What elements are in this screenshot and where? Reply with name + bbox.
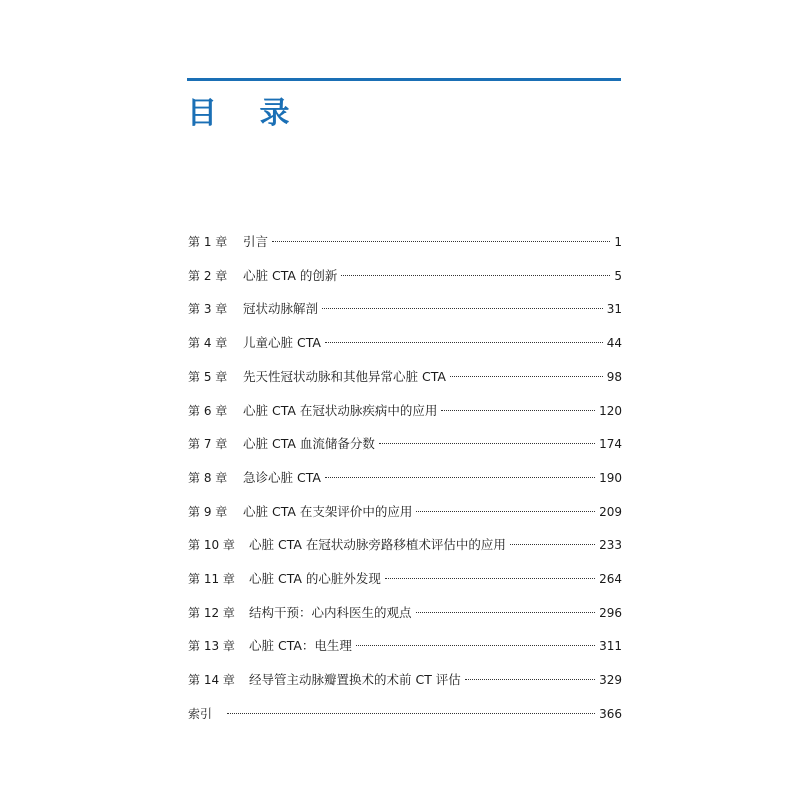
toc-page-number: 31	[606, 302, 622, 317]
toc-chapter-title: 心脏 CTA 在冠状动脉旁路移植术评估中的应用	[249, 537, 506, 553]
toc-chapter-title: 冠状动脉解剖	[243, 301, 319, 317]
toc-page-number: 264	[599, 572, 622, 586]
toc-dot-leader	[325, 477, 595, 478]
toc-entry[interactable]	[188, 569, 622, 589]
page-title: 目 录	[187, 96, 306, 131]
toc-chapter-number: 第 7 章	[188, 437, 228, 452]
toc-chapter-title: 儿童心脏 CTA	[243, 335, 321, 351]
toc-entry[interactable]	[188, 704, 622, 724]
toc-dot-leader	[510, 544, 595, 545]
toc-entry[interactable]	[188, 670, 622, 690]
toc-dot-leader	[416, 511, 595, 512]
toc-chapter-title: 经导管主动脉瓣置换术的术前 CT 评估	[249, 672, 461, 688]
toc-page-number: 120	[599, 403, 622, 418]
toc-dot-leader	[450, 376, 603, 377]
toc-chapter-number: 索引	[188, 706, 213, 721]
toc-dot-leader	[322, 308, 603, 309]
toc-page-number: 366	[599, 706, 622, 721]
toc-chapter-number: 第 14 章	[188, 673, 235, 688]
toc-entry[interactable]	[188, 333, 622, 353]
toc-chapter-number: 第 11 章	[188, 572, 235, 586]
toc-entry[interactable]	[188, 299, 622, 319]
toc-page-number: 1	[614, 235, 622, 249]
toc-entry[interactable]	[188, 502, 622, 522]
toc-chapter-title: 心脏 CTA：电生理	[249, 638, 352, 654]
toc-entry[interactable]	[188, 266, 622, 286]
toc-entry[interactable]	[188, 603, 622, 623]
toc-chapter-title: 心脏 CTA 的创新	[243, 267, 338, 283]
toc-dot-leader	[441, 410, 595, 411]
toc-dot-leader	[465, 679, 595, 680]
toc-page-number: 190	[599, 470, 622, 485]
toc-page-number: 311	[599, 639, 622, 654]
toc-chapter-title: 心脏 CTA 在支架评价中的应用	[243, 503, 413, 519]
toc-chapter-number: 第 10 章	[188, 538, 235, 553]
toc-page-number: 296	[599, 605, 622, 620]
toc-chapter-number: 第 13 章	[188, 639, 235, 654]
toc-chapter-number: 第 5 章	[188, 369, 228, 384]
toc-entry[interactable]	[188, 401, 622, 421]
toc-page-number: 98	[606, 369, 622, 384]
toc-chapter-number: 第 9 章	[188, 504, 228, 519]
toc-page-number: 5	[614, 268, 622, 283]
toc-page-number: 44	[606, 336, 622, 351]
toc-entry[interactable]	[188, 367, 622, 387]
toc-chapter-title: 心脏 CTA 在冠状动脉疾病中的应用	[243, 402, 438, 418]
header-rule	[187, 78, 621, 81]
toc-dot-leader	[272, 241, 610, 242]
toc-chapter-number: 第 3 章	[188, 302, 228, 317]
toc-page-number: 233	[599, 538, 622, 553]
toc-chapter-title: 心脏 CTA 的心脏外发现	[249, 571, 381, 586]
toc-chapter-number: 第 1 章	[188, 235, 228, 249]
toc-dot-leader	[379, 443, 595, 444]
toc-page-number: 174	[599, 437, 622, 452]
toc-dot-leader	[416, 612, 596, 613]
toc-chapter-title: 心脏 CTA 血流储备分数	[243, 436, 375, 452]
toc-entry[interactable]	[188, 232, 622, 252]
toc-page-number: 329	[599, 673, 622, 688]
toc-entry[interactable]	[188, 636, 622, 656]
toc-chapter-number: 第 2 章	[188, 268, 228, 283]
toc-dot-leader	[227, 713, 595, 714]
toc-dot-leader	[341, 275, 610, 276]
toc-dot-leader	[385, 578, 595, 579]
toc-chapter-number: 第 4 章	[188, 336, 228, 351]
toc-dot-leader	[356, 645, 595, 646]
toc-chapter-number: 第 12 章	[188, 605, 235, 620]
toc-entry[interactable]	[188, 434, 622, 454]
toc-entry[interactable]	[188, 535, 622, 555]
toc-chapter-title: 急诊心脏 CTA	[243, 469, 321, 485]
toc-chapter-title: 引言	[243, 234, 269, 249]
toc-chapter-title: 结构干预：心内科医生的观点	[249, 604, 412, 620]
toc-page-number: 209	[599, 504, 622, 519]
toc-entry[interactable]	[188, 468, 622, 488]
toc-chapter-number: 第 8 章	[188, 470, 228, 485]
toc-chapter-number: 第 6 章	[188, 403, 228, 418]
toc-chapter-title: 先天性冠状动脉和其他异常心脏 CTA	[243, 368, 446, 384]
toc-dot-leader	[325, 342, 603, 343]
